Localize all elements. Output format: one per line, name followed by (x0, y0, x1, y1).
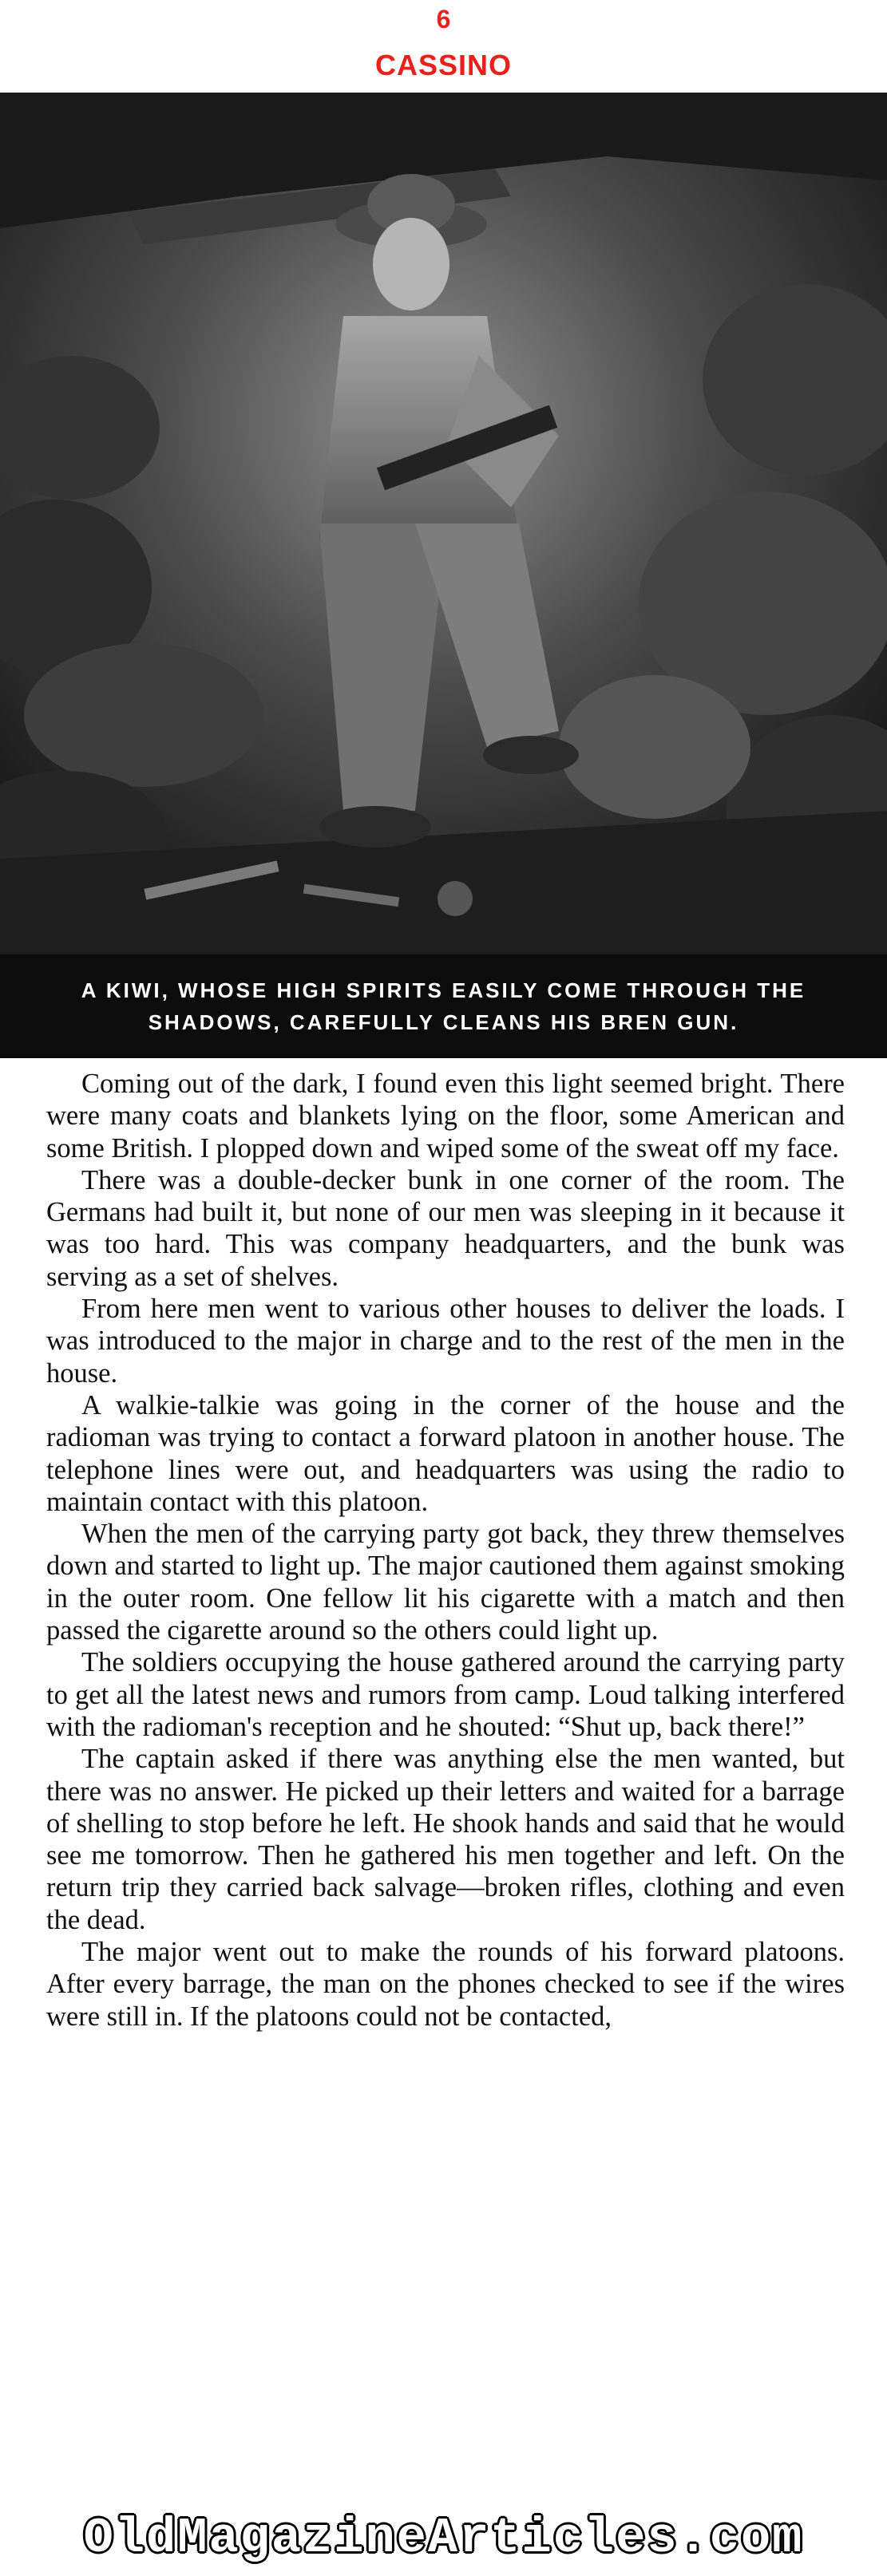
paragraph: The captain asked if there was anything else the men wanted, but there was no answer. He picked up their letters and waited for a barrage of shelling to stop before he left. He shook hands and said that he would see me tomorrow. Then he gathered his men together and left. On the return trip they carried back salvage—broken rifles, clothing and even the dead. (46, 1744, 845, 1935)
page-number: 6 (436, 5, 451, 34)
paragraph: A walkie-talkie was going in the corner of the house and the radioman was trying to contact a forward platoon in another house. The telephone lines were out, and headquarters was using the radio to maintain contact with this platoon. (46, 1389, 845, 1517)
paragraph: From here men went to various other houses to deliver the loads. I was introduced to the major in charge and to the rest of the men in the house. (46, 1294, 845, 1389)
paragraph: The major went out to make the rounds of his forward platoons. After every barrage, the man on the phones checked to see if the wires were still in. If the platoons could not be contacted, (46, 1937, 845, 2032)
site-watermark: OldMagazineArticles.com (83, 2510, 804, 2566)
paragraph: When the men of the carrying party got back, they threw themselves down and started to light up. The major cautioned them against smoking in the outer room. One fellow lit his cigarette with a match and then passed the cigarette around so the others could light up. (46, 1519, 845, 1646)
article-body (46, 1068, 845, 2033)
caption-line-1: A KIWI, WHOSE HIGH SPIRITS EASILY COME THROUGH THE (81, 978, 806, 1002)
section-title: CASSINO (374, 49, 513, 81)
paragraph: There was a double-decker bunk in one corner of the room. The Germans had built it, but none of our men was sleeping in it because it was too hard. This was company headquarters, and the bunk was serving as a set of shelves. (46, 1164, 845, 1292)
article-photo (0, 93, 887, 954)
paragraph: The soldiers occupying the house gathered around the carrying party to get all the latest news and rumors from camp. Loud talking interfered with the radioman's reception and he shouted: “Shut up, back there!” (46, 1647, 845, 1742)
photo-caption (0, 954, 887, 1058)
paragraph: Coming out of the dark, I found even this light seemed bright. There were many coats and blankets lying on the floor, some American and some British. I plopped down and wiped some of the sweat off my face. (46, 1069, 845, 1164)
caption-line-2: SHADOWS, CAREFULLY CLEANS HIS BREN GUN. (148, 1010, 739, 1034)
